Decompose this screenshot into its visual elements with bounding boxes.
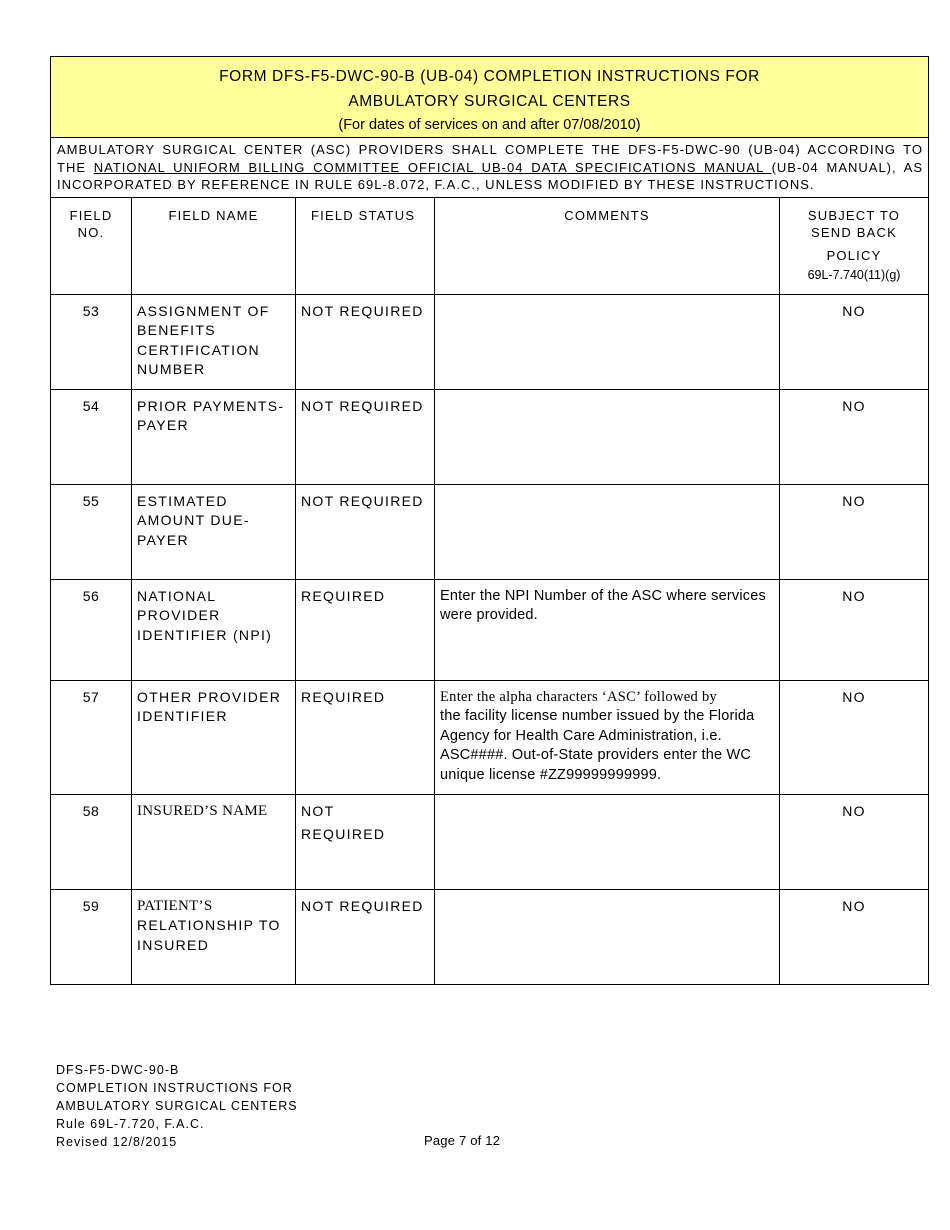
intro-text-part2: (UB-04 MANUAL), AS INCORPORATED BY REFERENCE IN RULE 69L-8.072, F.A.C., UNLESS MODIFIED BY THESE INSTRUCTIONS. xyxy=(57,159,924,192)
table-row xyxy=(51,794,929,889)
field-status xyxy=(296,794,435,889)
field-name: OTHER PROVIDER IDENTIFIER xyxy=(132,680,296,794)
field-number: 57 xyxy=(51,680,132,794)
col-header-field-no-line2: NO. xyxy=(77,225,105,240)
field-status-line2: REQUIRED xyxy=(301,826,386,842)
field-status: NOT REQUIRED xyxy=(296,294,435,389)
field-comments xyxy=(435,389,780,484)
table-row xyxy=(51,889,929,984)
intro-paragraph xyxy=(51,138,929,198)
field-status: REQUIRED xyxy=(296,680,435,794)
footer-form-id: DFS-F5-DWC-90-B xyxy=(56,1063,180,1077)
table-row xyxy=(51,484,929,579)
page-footer xyxy=(56,1061,298,1151)
field-number: 58 xyxy=(51,794,132,889)
field-name: ESTIMATED AMOUNT DUE-PAYER xyxy=(132,484,296,579)
footer-revised: Revised 12/8/2015 xyxy=(56,1135,178,1149)
col-header-send-back xyxy=(780,197,929,294)
form-subtitle: (For dates of services on and after 07/08/2010) xyxy=(338,117,641,133)
field-comments xyxy=(435,680,780,794)
form-title-line2: AMBULATORY SURGICAL CENTERS xyxy=(348,93,631,110)
field-number: 54 xyxy=(51,389,132,484)
footer-title-line1: COMPLETION INSTRUCTIONS FOR xyxy=(56,1081,293,1095)
col-header-send-back-rule: 69L-7.740(11)(g) xyxy=(807,268,901,282)
field-name-line1: PATIENT’S xyxy=(137,897,213,914)
field-name: PRIOR PAYMENTS-PAYER xyxy=(132,389,296,484)
col-header-comments: COMMENTS xyxy=(435,197,780,294)
col-header-field-status: FIELD STATUS xyxy=(296,197,435,294)
instructions-table xyxy=(50,56,929,985)
field-comments xyxy=(435,484,780,579)
table-row xyxy=(51,579,929,680)
send-back-policy: NO xyxy=(780,294,929,389)
table-row xyxy=(51,294,929,389)
field-comments xyxy=(435,294,780,389)
send-back-policy: NO xyxy=(780,484,929,579)
send-back-policy: NO xyxy=(780,389,929,484)
field-comments-line1: Enter the alpha characters ‘ASC’ followed by xyxy=(440,688,718,705)
table-row xyxy=(51,680,929,794)
field-comments xyxy=(435,794,780,889)
footer-title-line2: AMBULATORY SURGICAL CENTERS xyxy=(56,1099,298,1113)
field-number: 56 xyxy=(51,579,132,680)
field-name: NATIONAL PROVIDER IDENTIFIER (NPI) xyxy=(132,579,296,680)
field-status: REQUIRED xyxy=(296,579,435,680)
field-number: 55 xyxy=(51,484,132,579)
col-header-field-no xyxy=(51,197,132,294)
footer-rule: Rule 69L-7.720, F.A.C. xyxy=(56,1117,205,1131)
col-header-field-name: FIELD NAME xyxy=(132,197,296,294)
field-comments: Enter the NPI Number of the ASC where services were provided. xyxy=(435,579,780,680)
field-number: 59 xyxy=(51,889,132,984)
field-comments-rest: the facility license number issued by the Florida Agency for Health Care Administration, i.e. ASC####. Out-of-State providers enter the WC unique license #ZZ99999999999. xyxy=(440,708,755,783)
send-back-policy: NO xyxy=(780,579,929,680)
field-name: ASSIGNMENT OF BENEFITS CERTIFICATION NUMBER xyxy=(132,294,296,389)
send-back-policy: NO xyxy=(780,889,929,984)
manual-reference: NATIONAL UNIFORM BILLING COMMITTEE OFFICIAL UB-04 DATA SPECIFICATIONS MANUAL xyxy=(93,159,772,175)
field-name xyxy=(132,889,296,984)
col-header-send-back-line3: POLICY xyxy=(826,247,882,263)
table-row xyxy=(51,389,929,484)
form-title-banner xyxy=(51,57,929,138)
field-number: 53 xyxy=(51,294,132,389)
intro-text-part1: AMBULATORY SURGICAL CENTER (ASC) PROVIDERS SHALL COMPLETE THE DFS-F5-DWC-90 (UB-04) ACCORDING TO THE xyxy=(57,142,924,175)
form-title-line1: FORM DFS-F5-DWC-90-B (UB-04) COMPLETION INSTRUCTIONS FOR xyxy=(219,68,760,85)
col-header-field-no-line1: FIELD xyxy=(69,207,113,223)
field-comments xyxy=(435,889,780,984)
col-header-send-back-line2: SEND BACK xyxy=(811,225,897,240)
field-status-line1: NOT xyxy=(301,802,335,819)
send-back-policy: NO xyxy=(780,680,929,794)
page-number: Page 7 of 12 xyxy=(424,1133,501,1148)
send-back-policy: NO xyxy=(780,794,929,889)
field-name: INSURED’S NAME xyxy=(132,794,296,889)
field-status: NOT REQUIRED xyxy=(296,484,435,579)
field-name-rest: RELATIONSHIP TO INSURED xyxy=(137,917,281,953)
field-status: NOT REQUIRED xyxy=(296,389,435,484)
col-header-send-back-line1: SUBJECT TO xyxy=(807,207,901,223)
field-status: NOT REQUIRED xyxy=(296,889,435,984)
